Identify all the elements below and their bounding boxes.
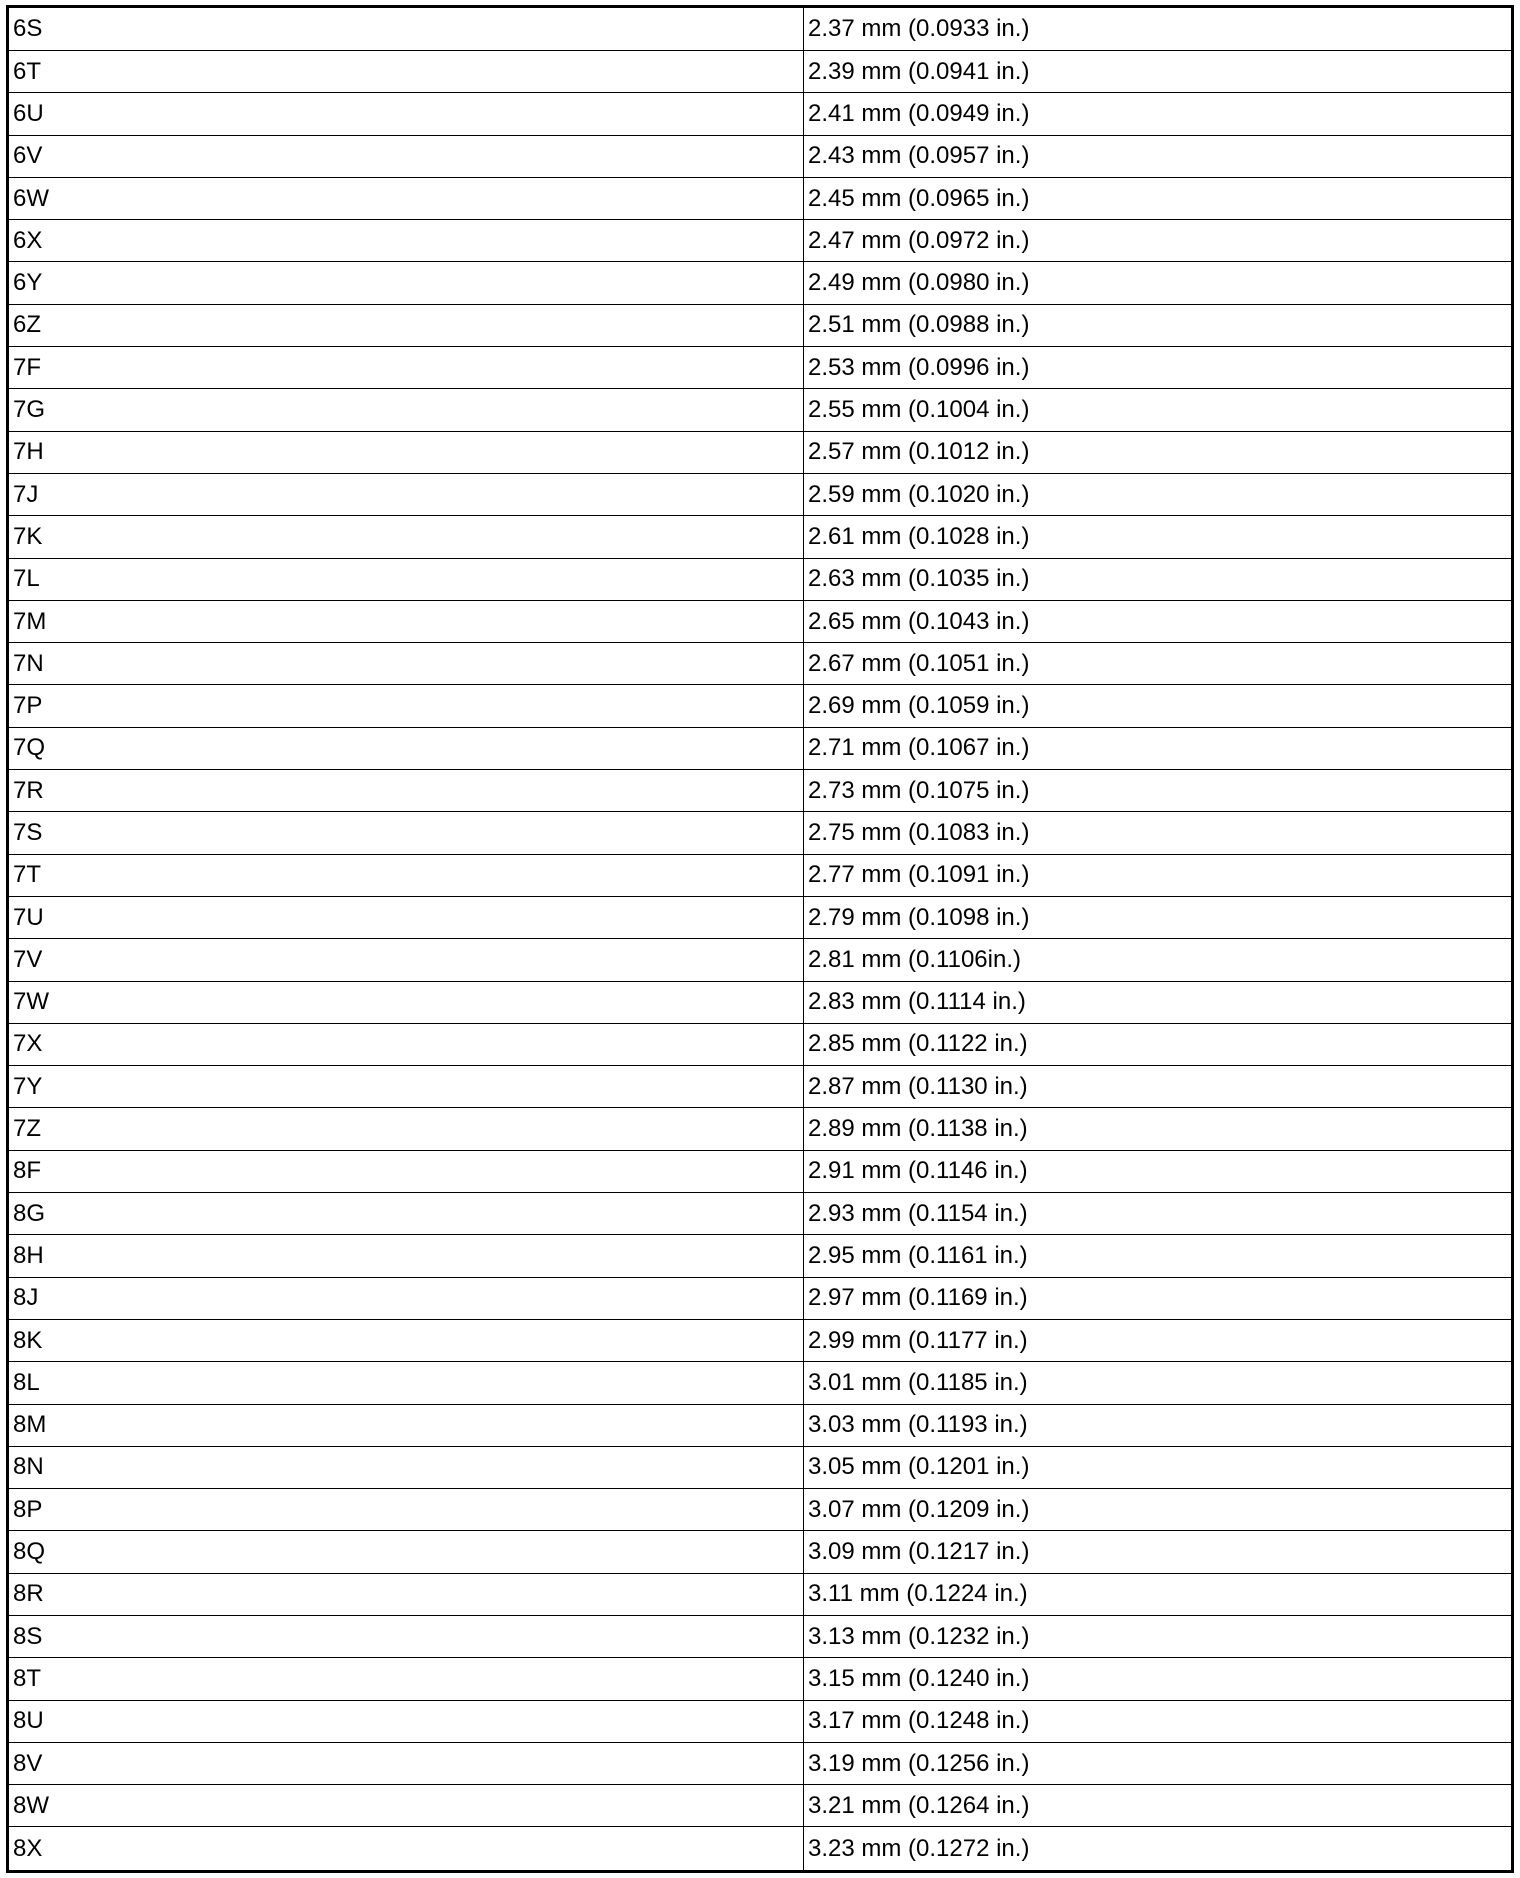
thickness-cell: 3.01 mm (0.1185 in.) <box>804 1362 1513 1404</box>
table-row <box>8 1108 1513 1150</box>
code-cell: 7Y <box>8 1066 804 1108</box>
table-row <box>8 685 1513 727</box>
table-row <box>8 431 1513 473</box>
thickness-cell: 2.73 mm (0.1075 in.) <box>804 770 1513 812</box>
table-row <box>8 727 1513 769</box>
code-cell: 7Q <box>8 727 804 769</box>
code-cell: 6X <box>8 220 804 262</box>
thickness-cell: 2.55 mm (0.1004 in.) <box>804 389 1513 431</box>
thickness-cell: 2.49 mm (0.0980 in.) <box>804 262 1513 304</box>
code-cell: 8L <box>8 1362 804 1404</box>
thickness-cell: 2.63 mm (0.1035 in.) <box>804 558 1513 600</box>
table-row <box>8 1489 1513 1531</box>
code-cell: 7U <box>8 896 804 938</box>
code-cell: 8V <box>8 1742 804 1784</box>
table-row <box>8 1404 1513 1446</box>
thickness-cell: 3.07 mm (0.1209 in.) <box>804 1489 1513 1531</box>
table-row <box>8 854 1513 896</box>
code-cell: 8Q <box>8 1531 804 1573</box>
thickness-cell: 3.21 mm (0.1264 in.) <box>804 1785 1513 1827</box>
table-row <box>8 981 1513 1023</box>
thickness-cell: 2.61 mm (0.1028 in.) <box>804 516 1513 558</box>
code-cell: 8W <box>8 1785 804 1827</box>
code-cell: 7K <box>8 516 804 558</box>
code-cell: 8F <box>8 1150 804 1192</box>
thickness-cell: 3.19 mm (0.1256 in.) <box>804 1742 1513 1784</box>
table-row <box>8 770 1513 812</box>
code-cell: 7N <box>8 643 804 685</box>
table-row <box>8 262 1513 304</box>
code-cell: 8K <box>8 1319 804 1361</box>
code-cell: 8J <box>8 1277 804 1319</box>
thickness-cell: 3.15 mm (0.1240 in.) <box>804 1658 1513 1700</box>
table-row <box>8 1235 1513 1277</box>
code-cell: 7Z <box>8 1108 804 1150</box>
code-cell: 8S <box>8 1615 804 1657</box>
code-cell: 7F <box>8 347 804 389</box>
code-cell: 6W <box>8 177 804 219</box>
thickness-cell: 2.69 mm (0.1059 in.) <box>804 685 1513 727</box>
table-row <box>8 1615 1513 1657</box>
thickness-cell: 2.71 mm (0.1067 in.) <box>804 727 1513 769</box>
table-row <box>8 7 1513 51</box>
code-cell: 7G <box>8 389 804 431</box>
code-cell: 8T <box>8 1658 804 1700</box>
thickness-cell: 3.03 mm (0.1193 in.) <box>804 1404 1513 1446</box>
thickness-cell: 2.57 mm (0.1012 in.) <box>804 431 1513 473</box>
thickness-cell: 2.47 mm (0.0972 in.) <box>804 220 1513 262</box>
table-row <box>8 1023 1513 1065</box>
code-cell: 8P <box>8 1489 804 1531</box>
code-cell: 8G <box>8 1193 804 1235</box>
thickness-cell: 2.99 mm (0.1177 in.) <box>804 1319 1513 1361</box>
table-row <box>8 812 1513 854</box>
table-row <box>8 1658 1513 1700</box>
table-row <box>8 643 1513 685</box>
thickness-cell: 2.67 mm (0.1051 in.) <box>804 643 1513 685</box>
thickness-cell: 2.95 mm (0.1161 in.) <box>804 1235 1513 1277</box>
table-row <box>8 220 1513 262</box>
code-cell: 7M <box>8 600 804 642</box>
table-row <box>8 473 1513 515</box>
thickness-cell: 2.59 mm (0.1020 in.) <box>804 473 1513 515</box>
thickness-cell: 2.37 mm (0.0933 in.) <box>804 7 1513 51</box>
table-row <box>8 51 1513 93</box>
table-row <box>8 177 1513 219</box>
thickness-cell: 2.53 mm (0.0996 in.) <box>804 347 1513 389</box>
thickness-cell: 3.17 mm (0.1248 in.) <box>804 1700 1513 1742</box>
table-row <box>8 600 1513 642</box>
thickness-cell: 2.93 mm (0.1154 in.) <box>804 1193 1513 1235</box>
code-cell: 8X <box>8 1827 804 1872</box>
table-row <box>8 1319 1513 1361</box>
thickness-cell: 2.75 mm (0.1083 in.) <box>804 812 1513 854</box>
table-row <box>8 135 1513 177</box>
thickness-cell: 2.87 mm (0.1130 in.) <box>804 1066 1513 1108</box>
table-row <box>8 1277 1513 1319</box>
thickness-cell: 2.39 mm (0.0941 in.) <box>804 51 1513 93</box>
code-cell: 6Y <box>8 262 804 304</box>
thickness-cell: 2.65 mm (0.1043 in.) <box>804 600 1513 642</box>
code-cell: 6Z <box>8 304 804 346</box>
thickness-cell: 3.05 mm (0.1201 in.) <box>804 1446 1513 1488</box>
table-row <box>8 347 1513 389</box>
thickness-cell: 2.79 mm (0.1098 in.) <box>804 896 1513 938</box>
code-cell: 7X <box>8 1023 804 1065</box>
table-row <box>8 516 1513 558</box>
table-row <box>8 1362 1513 1404</box>
table-row <box>8 389 1513 431</box>
code-cell: 8M <box>8 1404 804 1446</box>
thickness-cell: 2.85 mm (0.1122 in.) <box>804 1023 1513 1065</box>
code-cell: 7L <box>8 558 804 600</box>
table-row <box>8 1742 1513 1784</box>
thickness-spec-table <box>6 5 1514 1873</box>
thickness-cell: 2.45 mm (0.0965 in.) <box>804 177 1513 219</box>
table-row <box>8 1827 1513 1872</box>
table-row <box>8 1150 1513 1192</box>
thickness-cell: 2.43 mm (0.0957 in.) <box>804 135 1513 177</box>
table-row <box>8 558 1513 600</box>
table-row <box>8 304 1513 346</box>
thickness-cell: 2.83 mm (0.1114 in.) <box>804 981 1513 1023</box>
code-cell: 7T <box>8 854 804 896</box>
table-body <box>8 7 1513 1872</box>
thickness-cell: 2.89 mm (0.1138 in.) <box>804 1108 1513 1150</box>
code-cell: 6S <box>8 7 804 51</box>
code-cell: 7J <box>8 473 804 515</box>
table-row <box>8 1573 1513 1615</box>
thickness-cell: 3.09 mm (0.1217 in.) <box>804 1531 1513 1573</box>
thickness-cell: 2.51 mm (0.0988 in.) <box>804 304 1513 346</box>
table-row <box>8 1446 1513 1488</box>
table-row <box>8 939 1513 981</box>
thickness-cell: 2.81 mm (0.1106in.) <box>804 939 1513 981</box>
table-row <box>8 1531 1513 1573</box>
code-cell: 7S <box>8 812 804 854</box>
code-cell: 7V <box>8 939 804 981</box>
code-cell: 6U <box>8 93 804 135</box>
thickness-cell: 2.41 mm (0.0949 in.) <box>804 93 1513 135</box>
table-row <box>8 1066 1513 1108</box>
code-cell: 6V <box>8 135 804 177</box>
thickness-cell: 2.91 mm (0.1146 in.) <box>804 1150 1513 1192</box>
thickness-cell: 3.11 mm (0.1224 in.) <box>804 1573 1513 1615</box>
thickness-cell: 2.77 mm (0.1091 in.) <box>804 854 1513 896</box>
thickness-cell: 2.97 mm (0.1169 in.) <box>804 1277 1513 1319</box>
code-cell: 8R <box>8 1573 804 1615</box>
table-row <box>8 1193 1513 1235</box>
thickness-cell: 3.23 mm (0.1272 in.) <box>804 1827 1513 1872</box>
code-cell: 7P <box>8 685 804 727</box>
table-row <box>8 896 1513 938</box>
code-cell: 7W <box>8 981 804 1023</box>
code-cell: 8H <box>8 1235 804 1277</box>
code-cell: 8U <box>8 1700 804 1742</box>
code-cell: 7H <box>8 431 804 473</box>
table-row <box>8 1785 1513 1827</box>
table-row <box>8 1700 1513 1742</box>
code-cell: 7R <box>8 770 804 812</box>
thickness-cell: 3.13 mm (0.1232 in.) <box>804 1615 1513 1657</box>
table-row <box>8 93 1513 135</box>
code-cell: 8N <box>8 1446 804 1488</box>
code-cell: 6T <box>8 51 804 93</box>
